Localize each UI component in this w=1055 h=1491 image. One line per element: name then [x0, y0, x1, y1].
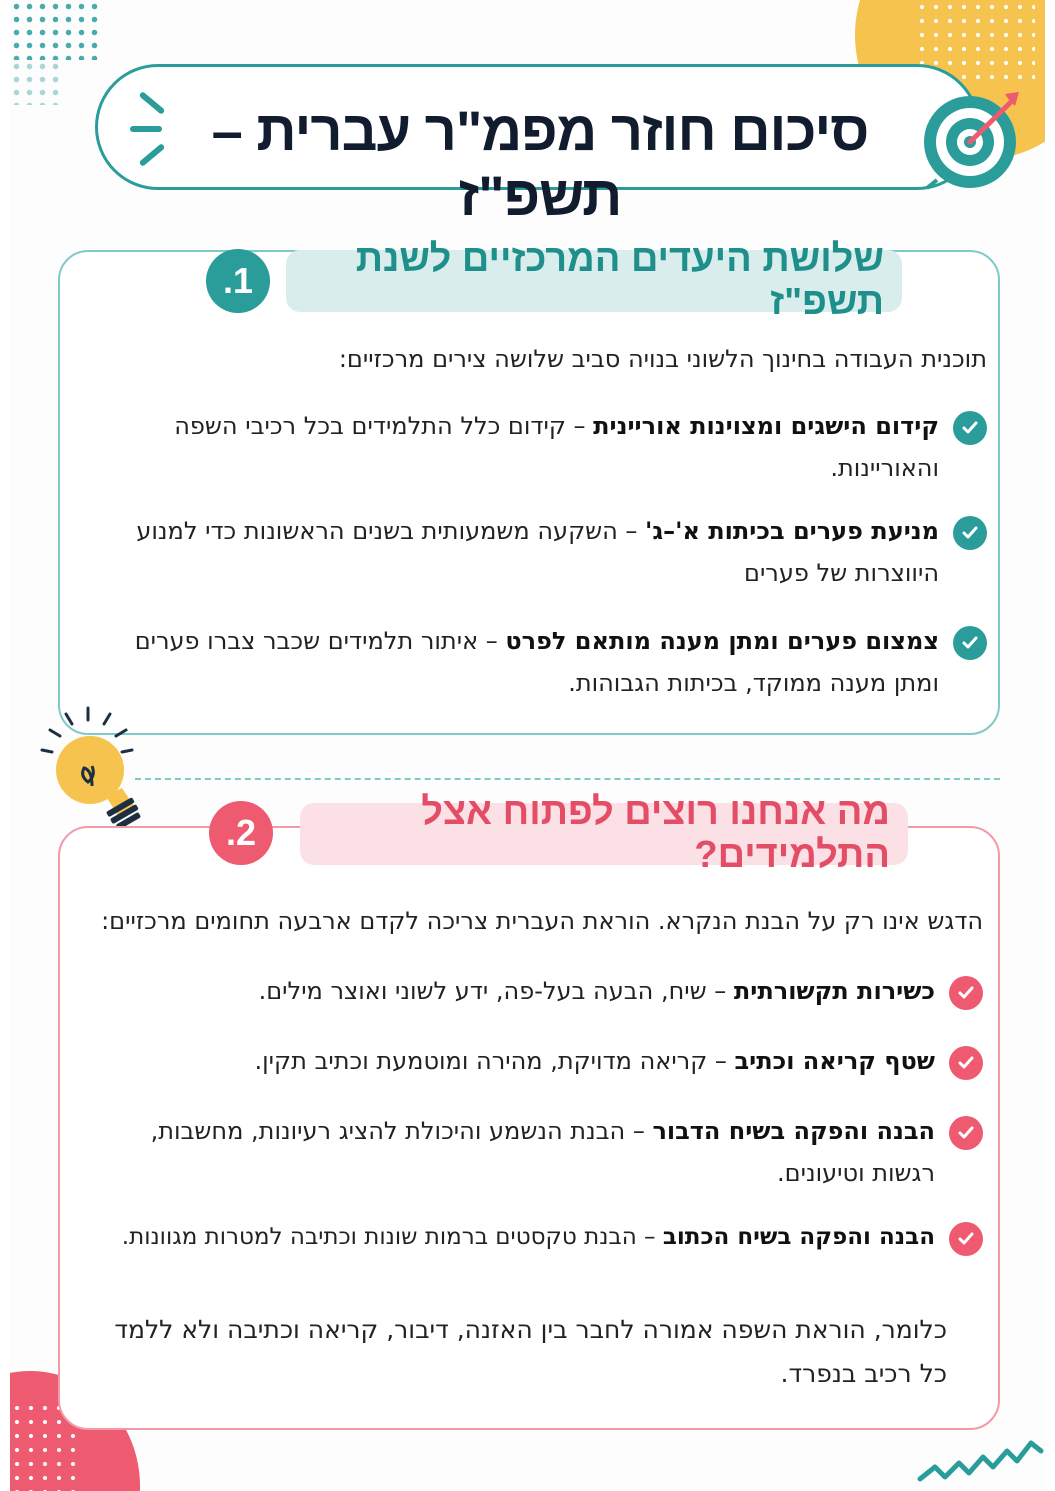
list-item — [107, 405, 987, 489]
section-1-intro: תוכנית העבודה בחינוך הלשוני בנויה סביב שלושה צירים מרכזיים: — [338, 345, 987, 373]
target-icon — [915, 84, 1025, 194]
list-item — [103, 970, 983, 1012]
list-item-title: מניעת פערים בכיתות א'–ג' — [645, 517, 939, 545]
list-item-text — [103, 1110, 935, 1194]
list-item-description: – קריאה מדויקת, מהירה ומוטמעת וכתיב תקין. — [254, 1047, 735, 1075]
list-item-title: צמצום פערים ומתן מענה מותאם לפרט — [505, 627, 939, 655]
list-item-title: כשירות תקשורתית — [733, 977, 935, 1005]
list-item-title: הבנה והפקה בשיח הדבור — [652, 1117, 935, 1145]
list-item-description: – קידום כלל התלמידים בכל רכיבי השפה והאוריינות. — [174, 412, 939, 482]
check-circle-icon — [949, 1116, 983, 1150]
list-item-description: – הבנת הנשמע והיכולת להציג רעיונות, מחשבות, רגשות וטיעונים. — [150, 1117, 935, 1187]
list-item-text — [107, 405, 939, 489]
section-2-number: .2 — [209, 801, 273, 865]
list-item — [103, 1110, 983, 1194]
list-item — [97, 620, 987, 704]
check-circle-icon — [949, 1046, 983, 1080]
check-circle-icon — [953, 516, 987, 550]
list-item-text — [107, 510, 939, 594]
list-item-title: שטף קריאה וכתיב — [734, 1047, 935, 1075]
list-item-text — [122, 1216, 935, 1258]
teal-dots-decoration — [10, 0, 100, 60]
section-2-summary: כלומר, הוראת השפה אמורה לחבר בין האזנה, דיבור, קריאה וכתיבה ולא ללמד כל רכיב בנפרד. — [114, 1315, 947, 1388]
list-item-title: הבנה והפקה בשיח הכתוב — [662, 1224, 935, 1250]
check-circle-icon — [953, 411, 987, 445]
list-item-description: – איתור תלמידים שכבר צברו פערים ומתן מענה ממוקד, בכיתות הגבוהות. — [134, 627, 939, 697]
list-item — [103, 1040, 983, 1082]
section-divider — [135, 778, 1000, 780]
page-title: סיכום חוזר מפמ"ר עברית – תשפ"ז — [211, 99, 869, 227]
check-circle-icon — [949, 1222, 983, 1256]
list-item-description: – השקעה משמעותית בשנים הראשונות כדי למנוע היווצרות של פערים — [136, 517, 939, 587]
section-2-heading: מה אנחנו רוצים לפתוח אצל התלמידים? — [300, 803, 908, 865]
teal-dots-fade-decoration — [10, 60, 65, 105]
list-item-title: קידום הישגים ומצוינות אוריינית — [593, 412, 939, 440]
list-item-description: – שיח, הבעה בעל-פה, ידע לשוני ואוצר מילים. — [258, 977, 734, 1005]
section-1-heading: שלושת היעדים המרכזיים לשנת תשפ"ז — [286, 250, 902, 312]
check-circle-icon — [949, 976, 983, 1010]
list-item-text — [97, 620, 939, 704]
list-item — [83, 1216, 983, 1258]
lightbulb-icon — [22, 700, 152, 840]
page — [10, 0, 1045, 1491]
section-2-intro: הדגש אינו רק על הבנת הנקרא. הוראת העברית צריכה לקדם ארבעה תחומים מרכזיים: — [101, 907, 983, 935]
check-circle-icon — [953, 626, 987, 660]
list-item-description: – הבנת טקסטים ברמות שונות וכתיבה למטרות מגוונות. — [121, 1224, 663, 1250]
section-1-number: .1 — [206, 249, 270, 313]
list-item-text — [255, 1040, 935, 1082]
list-item-text — [259, 970, 935, 1012]
list-item — [107, 510, 987, 594]
